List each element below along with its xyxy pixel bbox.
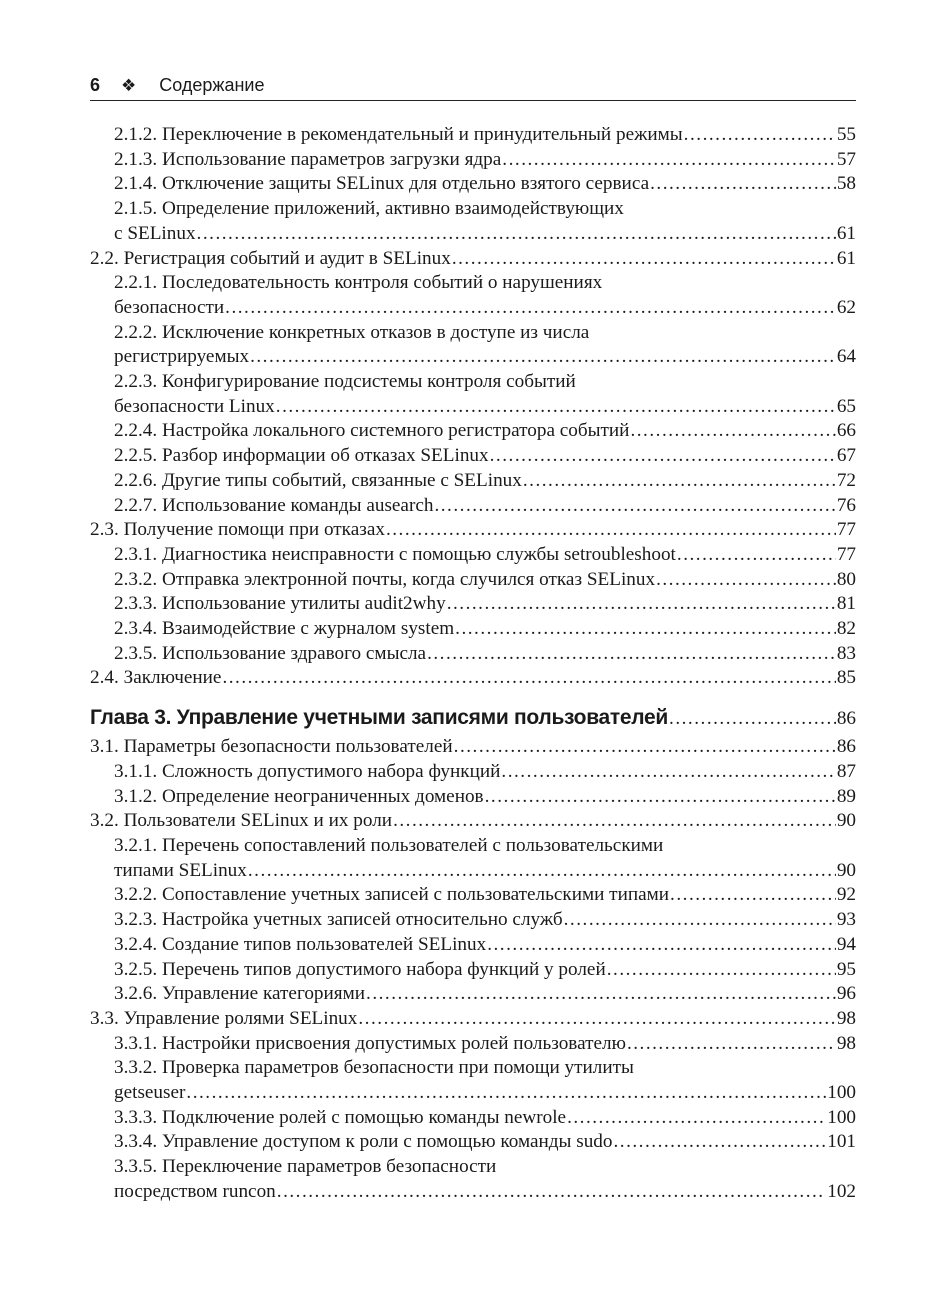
entry-title: 2.1.5. Определение приложений, активно взаимодействующих — [114, 198, 624, 220]
entry-continuation-row — [90, 1180, 856, 1205]
entry-title-continuation: безопасности Linux — [114, 395, 275, 417]
entry-continuation-row — [90, 859, 856, 884]
entry-row — [90, 908, 856, 933]
entry-row — [90, 883, 856, 908]
dot-leader — [386, 518, 836, 543]
toc-entry — [90, 735, 856, 760]
entry-title: 3.2.1. Перечень сопоставлений пользователей с пользовательскими — [114, 834, 664, 856]
entry-continuation-row — [90, 222, 856, 247]
page-ref: 86 — [836, 736, 856, 758]
dot-leader — [250, 345, 836, 370]
entry-title: 3.2.4. Создание типов пользователей SELinux — [114, 933, 487, 955]
page-ref: 64 — [836, 346, 856, 368]
entry-title: 3.3.4. Управление доступом к роли с помощью команды sudo — [114, 1131, 613, 1153]
page-ref: 55 — [836, 124, 856, 145]
toc-entry — [90, 370, 856, 419]
entry-title-line — [90, 370, 856, 395]
entry-title: 2.1.2. Переключение в рекомендательный и принудительный режимы — [114, 124, 683, 145]
entry-title: 3.2.5. Перечень типов допустимого набора функций у ролей — [114, 958, 606, 980]
entry-title: 3.3.5. Переключение параметров безопасности — [114, 1156, 497, 1178]
dot-leader — [650, 172, 836, 197]
dot-leader — [670, 883, 836, 908]
toc-entry — [90, 271, 856, 320]
entry-title: 2.3.2. Отправка электронной почты, когда случился отказ SELinux — [114, 568, 656, 590]
entry-title: 3.3.2. Проверка параметров безопасности при помощи утилиты — [114, 1057, 634, 1079]
dot-leader — [358, 1007, 835, 1032]
page-ref: 82 — [836, 618, 856, 640]
dot-leader — [452, 247, 836, 272]
dot-leader — [567, 1106, 826, 1131]
toc-entry — [90, 666, 856, 691]
entry-row — [90, 543, 856, 568]
dot-leader — [656, 568, 836, 593]
dot-leader — [455, 617, 836, 642]
toc-entry — [90, 518, 856, 543]
entry-row — [90, 444, 856, 469]
dot-leader — [485, 785, 836, 810]
dot-leader — [276, 395, 836, 420]
entry-title: 3.1.2. Определение неограниченных доменов — [114, 785, 484, 807]
toc-entry — [90, 469, 856, 494]
page-ref: 95 — [836, 958, 856, 980]
entry-continuation-row — [90, 296, 856, 321]
entry-continuation-row — [90, 345, 856, 370]
page-ref: 61 — [836, 222, 856, 244]
toc-entry — [90, 809, 856, 834]
page-ref: 100 — [827, 1082, 856, 1104]
entry-title: 2.3.4. Взаимодействие с журналом system — [114, 618, 455, 640]
toc-entry — [90, 1106, 856, 1131]
page-ref: 86 — [836, 708, 856, 730]
entry-row — [90, 809, 856, 834]
toc-entry — [90, 1155, 856, 1204]
toc-entry — [90, 419, 856, 444]
dot-leader — [447, 592, 836, 617]
running-title: Содержание — [159, 75, 265, 95]
ornament-icon: ❖ — [121, 76, 137, 95]
entry-title: 3.2.6. Управление категориями — [114, 983, 366, 1005]
page-ref: 98 — [836, 1007, 856, 1029]
entry-title: 3.3. Управление ролями SELinux — [90, 1007, 358, 1029]
toc-entry — [90, 123, 856, 148]
toc-entry — [90, 444, 856, 469]
dot-leader — [393, 809, 836, 834]
running-header — [90, 72, 856, 101]
dot-leader — [523, 469, 836, 494]
page-ref: 72 — [836, 469, 856, 491]
page-ref: 76 — [836, 494, 856, 516]
entry-title: 3.1. Параметры безопасности пользователей — [90, 736, 453, 758]
entry-row — [90, 1032, 856, 1057]
toc-entry — [90, 760, 856, 785]
page-ref: 92 — [836, 884, 856, 906]
toc-entry — [90, 933, 856, 958]
entry-title: 3.2. Пользователи SELinux и их роли — [90, 810, 393, 832]
entry-title-continuation: с SELinux — [114, 222, 196, 244]
dot-leader — [277, 1180, 826, 1205]
toc-entry — [90, 834, 856, 883]
entry-title-continuation: типами SELinux — [114, 859, 247, 881]
dot-leader — [684, 123, 836, 148]
entry-title-line — [90, 1155, 856, 1180]
entry-title: 3.2.2. Сопоставление учетных записей с пользовательскими типами — [114, 884, 670, 906]
entry-title: 2.2. Регистрация событий и аудит в SELinux — [90, 247, 451, 269]
entry-title-continuation: регистрируемых — [114, 346, 250, 368]
page-ref: 66 — [836, 420, 856, 442]
entry-row — [90, 760, 856, 785]
entry-row — [90, 148, 856, 173]
chapter-title: Глава 3. Управление учетными записями пользователей — [90, 706, 669, 730]
page-ref: 90 — [836, 810, 856, 832]
entry-title: 2.3.5. Использование здравого смысла — [114, 642, 427, 664]
page-ref: 100 — [827, 1106, 856, 1128]
entry-row — [90, 123, 856, 148]
dot-leader — [490, 444, 836, 469]
dot-leader — [366, 982, 836, 1007]
dot-leader — [502, 148, 836, 173]
dot-leader — [186, 1081, 826, 1106]
entry-title: 2.1.4. Отключение защиты SELinux для отдельно взятого сервиса — [114, 173, 650, 195]
page-ref: 96 — [836, 983, 856, 1005]
entry-row — [90, 933, 856, 958]
toc-entry — [90, 321, 856, 370]
dot-leader — [564, 908, 836, 933]
dot-leader — [434, 494, 835, 519]
entry-title: 2.2.3. Конфигурирование подсистемы контроля событий — [114, 371, 576, 393]
entry-title: 2.3. Получение помощи при отказах — [90, 519, 385, 541]
entry-title: 3.1.1. Сложность допустимого набора функций — [114, 760, 501, 782]
page-ref: 62 — [836, 296, 856, 318]
page-ref: 93 — [836, 909, 856, 931]
dot-leader — [630, 419, 835, 444]
entry-row — [90, 172, 856, 197]
entry-title: 2.3.3. Использование утилиты audit2why — [114, 593, 446, 615]
entry-row — [90, 982, 856, 1007]
dot-leader — [501, 760, 835, 785]
entry-row — [90, 568, 856, 593]
page-ref: 57 — [836, 148, 856, 170]
toc-entry — [90, 1056, 856, 1105]
page-ref: 85 — [836, 667, 856, 689]
entry-title: 2.2.5. Разбор информации об отказах SELinux — [114, 445, 489, 467]
toc-chapter-entry — [90, 704, 856, 733]
page-ref: 65 — [836, 395, 856, 417]
entry-title-continuation: безопасности — [114, 296, 225, 318]
toc-entry — [90, 494, 856, 519]
entry-row — [90, 642, 856, 667]
toc-entry — [90, 148, 856, 173]
table-of-contents — [90, 123, 856, 1205]
entry-title: 2.3.1. Диагностика неисправности с помощью службы setroubleshoot — [114, 543, 676, 565]
entry-title: 2.1.3. Использование параметров загрузки ядра — [114, 148, 502, 170]
entry-row — [90, 735, 856, 760]
entry-title-continuation: посредством runcon — [114, 1180, 276, 1202]
page-ref: 58 — [836, 173, 856, 195]
entry-title: 2.2.2. Исключение конкретных отказов в доступе из числа — [114, 321, 590, 343]
toc-entry — [90, 958, 856, 983]
entry-continuation-row — [90, 1081, 856, 1106]
entry-title: 2.2.7. Использование команды ausearch — [114, 494, 434, 516]
toc-entry — [90, 908, 856, 933]
toc-entry — [90, 172, 856, 197]
toc-entry — [90, 247, 856, 272]
toc-entry — [90, 785, 856, 810]
entry-title: 2.4. Заключение — [90, 667, 222, 689]
entry-row — [90, 1106, 856, 1131]
entry-row — [90, 494, 856, 519]
entry-title: 3.3.3. Подключение ролей с помощью команды newrole — [114, 1106, 567, 1128]
toc-entry — [90, 617, 856, 642]
toc-entry — [90, 1007, 856, 1032]
page-number: 6 — [90, 75, 101, 95]
entry-title-continuation: getseuser — [114, 1082, 186, 1104]
page-ref: 67 — [836, 445, 856, 467]
entry-row — [90, 247, 856, 272]
dot-leader — [607, 958, 836, 983]
dot-leader — [613, 1130, 826, 1155]
toc-entry — [90, 197, 856, 246]
page-ref: 77 — [836, 519, 856, 541]
page-ref: 90 — [836, 859, 856, 881]
dot-leader — [454, 735, 836, 760]
dot-leader — [627, 1032, 836, 1057]
page-ref: 61 — [836, 247, 856, 269]
dot-leader — [225, 296, 836, 321]
entry-title-line — [90, 834, 856, 859]
dot-leader — [677, 543, 836, 568]
entry-title-line — [90, 1056, 856, 1081]
entry-title-line — [90, 197, 856, 222]
dot-leader — [669, 705, 836, 733]
toc-entry — [90, 543, 856, 568]
chapter-heading-row — [90, 704, 856, 733]
page-ref: 80 — [836, 568, 856, 590]
toc-entry — [90, 883, 856, 908]
page-ref: 81 — [836, 593, 856, 615]
entry-title-line — [90, 321, 856, 346]
page-ref: 87 — [836, 760, 856, 782]
entry-row — [90, 1007, 856, 1032]
toc-entry — [90, 1130, 856, 1155]
entry-title: 2.2.1. Последовательность контроля событий о нарушениях — [114, 272, 603, 294]
entry-title: 3.2.3. Настройка учетных записей относительно служб — [114, 909, 563, 931]
toc-entry — [90, 982, 856, 1007]
dot-leader — [427, 642, 836, 667]
entry-row — [90, 666, 856, 691]
entry-title: 3.3.1. Настройки присвоения допустимых ролей пользователю — [114, 1032, 626, 1054]
page-ref: 98 — [836, 1032, 856, 1054]
entry-title-line — [90, 271, 856, 296]
toc-entry — [90, 1032, 856, 1057]
entry-title: 2.2.6. Другие типы событий, связанные с SELinux — [114, 469, 522, 491]
entry-row — [90, 592, 856, 617]
entry-row — [90, 469, 856, 494]
entry-row — [90, 419, 856, 444]
toc-entry — [90, 642, 856, 667]
entry-row — [90, 617, 856, 642]
dot-leader — [222, 666, 835, 691]
page-ref: 102 — [827, 1180, 856, 1202]
page-ref: 89 — [836, 785, 856, 807]
entry-row — [90, 785, 856, 810]
toc-entry — [90, 568, 856, 593]
page-ref: 101 — [827, 1131, 856, 1153]
page-ref: 94 — [836, 933, 856, 955]
entry-continuation-row — [90, 395, 856, 420]
toc-entry — [90, 592, 856, 617]
dot-leader — [487, 933, 836, 958]
dot-leader — [197, 222, 836, 247]
entry-title: 2.2.4. Настройка локального системного регистратора событий — [114, 420, 630, 442]
page-ref: 77 — [836, 543, 856, 565]
entry-row — [90, 958, 856, 983]
entry-row — [90, 518, 856, 543]
page-ref: 83 — [836, 642, 856, 664]
dot-leader — [248, 859, 836, 884]
entry-row — [90, 1130, 856, 1155]
